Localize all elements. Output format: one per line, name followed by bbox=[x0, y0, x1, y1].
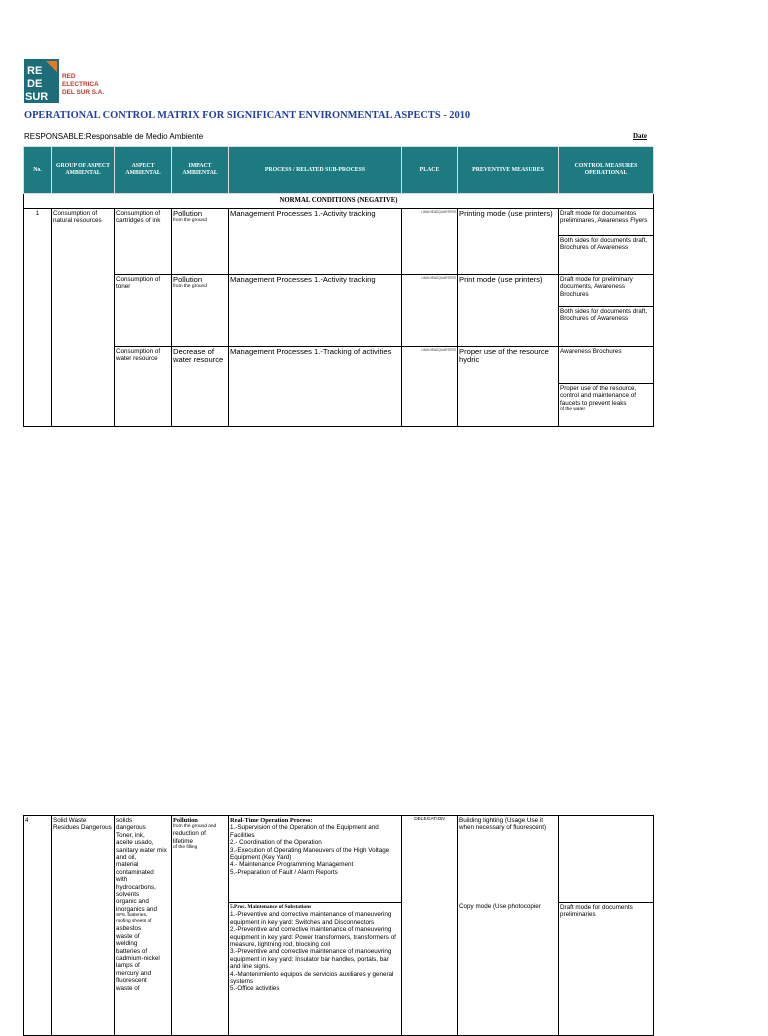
control-item: Draft mode for documents preliminaries bbox=[560, 904, 633, 919]
process-line: 1.-Supervision of the Operation of the Equipment and Facilities bbox=[230, 824, 379, 839]
process-title: 5.Proc. Maintenance of Substations bbox=[230, 904, 312, 910]
preventive-cell bbox=[458, 816, 559, 1036]
aspect-line: roofing sheets of bbox=[116, 919, 152, 925]
impact-cell bbox=[172, 816, 229, 1036]
process-cell bbox=[229, 816, 402, 1036]
control-item: Both sides for documents draft, Brochures of Awareness bbox=[560, 237, 648, 252]
place-cell: LIMA HEADQUARTERS bbox=[402, 347, 458, 427]
preventive-item: Building lighting (Usage Use it when necessary of fluorescent) bbox=[459, 817, 547, 832]
company-name-line: RED bbox=[62, 73, 76, 80]
preventive-cell: Printing mode (use printers) bbox=[458, 209, 559, 275]
preventive-item: Copy mode (Use photocopier bbox=[459, 903, 541, 910]
control-item-continued: of the water bbox=[560, 407, 586, 413]
aspect-line: waste of bbox=[116, 932, 140, 940]
place-cell: LIMA HEADQUARTERS bbox=[402, 209, 458, 275]
table-row bbox=[24, 209, 654, 275]
svg-text:DE: DE bbox=[27, 78, 43, 90]
control-cell bbox=[559, 347, 654, 427]
process-cell: Management Processes 1.-Activity tracking bbox=[229, 275, 402, 347]
control-item: Proper use of the resource, control and maintenance of faucets to prevent leaks bbox=[560, 385, 637, 407]
aspect-line: with bbox=[116, 876, 128, 884]
header-impact: IMPACT AMBIENTAL bbox=[172, 147, 229, 194]
aspect-group: Solid Waste Residues Dangerous bbox=[52, 816, 115, 1036]
aspect-line: hydrocarbons, bbox=[116, 883, 156, 891]
aspect-line: inorganics and bbox=[116, 905, 157, 913]
process-line: 5.-Preparation of Fault / Alarm Reports bbox=[230, 868, 338, 876]
process-line: 5.-Office activities bbox=[230, 985, 280, 993]
impact-cell bbox=[172, 209, 229, 275]
company-logo bbox=[24, 59, 59, 103]
header-control: CONTROL MEASURES OPERATIONAL bbox=[559, 147, 654, 194]
aspect-line: Toner, ink, bbox=[116, 831, 145, 839]
control-cell bbox=[559, 209, 654, 275]
control-item: Draft mode for documentos preliminares, Awareness Flyers bbox=[559, 209, 653, 236]
place-cell: LIMA HEADQUARTERS bbox=[402, 275, 458, 347]
aspect-line: dangerous bbox=[116, 824, 146, 832]
table-row bbox=[24, 275, 654, 347]
aspect-line: asbestos bbox=[116, 925, 142, 933]
process-cell: Management Processes 1.-Activity tracking bbox=[229, 209, 402, 275]
header-row bbox=[24, 147, 654, 194]
process-line: 2.-Preventive and corrective maintenance of maneuvering equipment in key yard: Power transformers, transformers of measure, lightning rod, blocking coil bbox=[230, 926, 396, 949]
control-item-wrapper bbox=[559, 384, 653, 414]
aspect-group: Consumption of natural resources bbox=[52, 209, 115, 427]
process-line: 3.-Preventive and corrective maintenance of manoeuvring equipment in key yard: Insulator bar handles, portals, bar and line signs. bbox=[230, 948, 392, 971]
table-row bbox=[24, 347, 654, 427]
aspect-line: waste of bbox=[116, 984, 140, 992]
aspect-line: and oil, bbox=[116, 854, 137, 862]
section-row bbox=[24, 194, 654, 209]
impact-text: lifetime bbox=[173, 837, 193, 845]
header-process: PROCESS / RELATED SUB-PROCESS bbox=[229, 147, 402, 194]
svg-text:RE: RE bbox=[27, 65, 43, 77]
control-matrix-table-continued bbox=[23, 815, 654, 1036]
control-item: Draft mode for preliminary documents, Awareness Brochures bbox=[559, 275, 653, 307]
company-name-line: DEL SUR S.A. bbox=[62, 89, 105, 97]
header-aspect: ASPECT AMBIENTAL bbox=[115, 147, 172, 194]
process-line: 4.- Maintenance Programming Management bbox=[230, 861, 354, 869]
impact-subtext: from the ground bbox=[173, 284, 207, 290]
aspect-line: material bbox=[116, 861, 139, 869]
section-title: NORMAL CONDITIONS (NEGATIVE) bbox=[24, 194, 654, 209]
aspect-line: SF6, batteries, bbox=[116, 913, 148, 919]
header-group: GROUP OF ASPECT AMBIENTAL bbox=[52, 147, 115, 194]
impact-text: Pollution bbox=[173, 275, 203, 284]
process-block bbox=[229, 903, 401, 994]
aspect-line: cadmium-nickel bbox=[116, 954, 160, 962]
impact-cell: Decrease of water resource bbox=[172, 347, 229, 427]
impact-cell bbox=[172, 275, 229, 347]
control-item-empty bbox=[559, 816, 653, 903]
company-name bbox=[62, 73, 104, 98]
control-cell bbox=[559, 275, 654, 347]
company-name-line: ELECTRICA bbox=[62, 81, 99, 89]
process-line: 2.- Coordination of the Operation bbox=[230, 839, 322, 847]
impact-subtext: from the ground and bbox=[173, 824, 217, 830]
process-cell: Management Processes 1.-Tracking of activities bbox=[229, 347, 402, 427]
preventive-cell: Proper use of the resource hydric bbox=[458, 347, 559, 427]
aspect-line: mercury and bbox=[116, 969, 151, 977]
control-matrix-table bbox=[23, 146, 654, 427]
header-no: No. bbox=[24, 147, 52, 194]
document-title: OPERATIONAL CONTROL MATRIX FOR SIGNIFICANT ENVIRONMENTAL ASPECTS - 2010 bbox=[24, 110, 471, 121]
control-cell bbox=[559, 816, 654, 1036]
control-item: Awareness Brochures bbox=[559, 347, 653, 384]
process-block bbox=[229, 816, 401, 903]
process-title: Real-Time Operation Process: bbox=[230, 817, 313, 824]
header-place: PLACE bbox=[402, 147, 458, 194]
aspect-line: sanitary water mix bbox=[116, 846, 167, 854]
aspect-line: solvents bbox=[116, 891, 140, 899]
aspect-line: aceite usado, bbox=[116, 839, 154, 847]
aspect-line: welding bbox=[116, 940, 138, 948]
date-label: Date bbox=[633, 132, 647, 140]
place-cell: DELEGATION bbox=[402, 816, 458, 1036]
control-item: Both sides for documents draft, Brochures of Awareness bbox=[560, 308, 648, 323]
impact-subtext: from the ground bbox=[173, 218, 207, 224]
table-row bbox=[24, 816, 654, 1036]
process-line: 1.-Preventive and corrective maintenance of maneuvering equipment in key yard: Switches and Disconnectors bbox=[230, 911, 392, 926]
responsable-label: RESPONSABLE:Responsable de Medio Ambiente bbox=[24, 132, 204, 141]
aspect-line: organic and bbox=[116, 898, 149, 906]
aspect-cell: Consumption of cartridges of ink bbox=[115, 209, 172, 275]
process-line: 4.-Mantenimiento equipos de servicios auxiliares y general systems bbox=[230, 970, 394, 986]
aspect-cell: Consumption of toner bbox=[115, 275, 172, 347]
header-preventive: PREVENTIVE MEASURES bbox=[458, 147, 559, 194]
row-number: 4 bbox=[24, 816, 52, 1036]
row-number: 1 bbox=[24, 209, 52, 427]
aspect-cell bbox=[115, 816, 172, 1036]
aspect-line: batteries of bbox=[116, 947, 148, 955]
impact-text: Pollution bbox=[173, 209, 203, 218]
aspect-line: contaminated bbox=[116, 868, 154, 876]
impact-subtext: of the filling bbox=[173, 845, 198, 851]
impact-text: reduction of bbox=[173, 830, 206, 838]
aspect-line: solids bbox=[116, 817, 133, 824]
aspect-line: lamps of bbox=[116, 962, 140, 970]
impact-text: Pollution bbox=[173, 817, 198, 824]
preventive-cell: Print mode (use printers) bbox=[458, 275, 559, 347]
aspect-cell: Consumption of water resource bbox=[115, 347, 172, 427]
aspect-line: fluorescent bbox=[116, 977, 147, 985]
svg-text:SUR: SUR bbox=[25, 91, 49, 103]
process-line: 3.-Execution of Operating Maneuvers of the High Voltage Equipment (Key Yard) bbox=[230, 846, 390, 862]
